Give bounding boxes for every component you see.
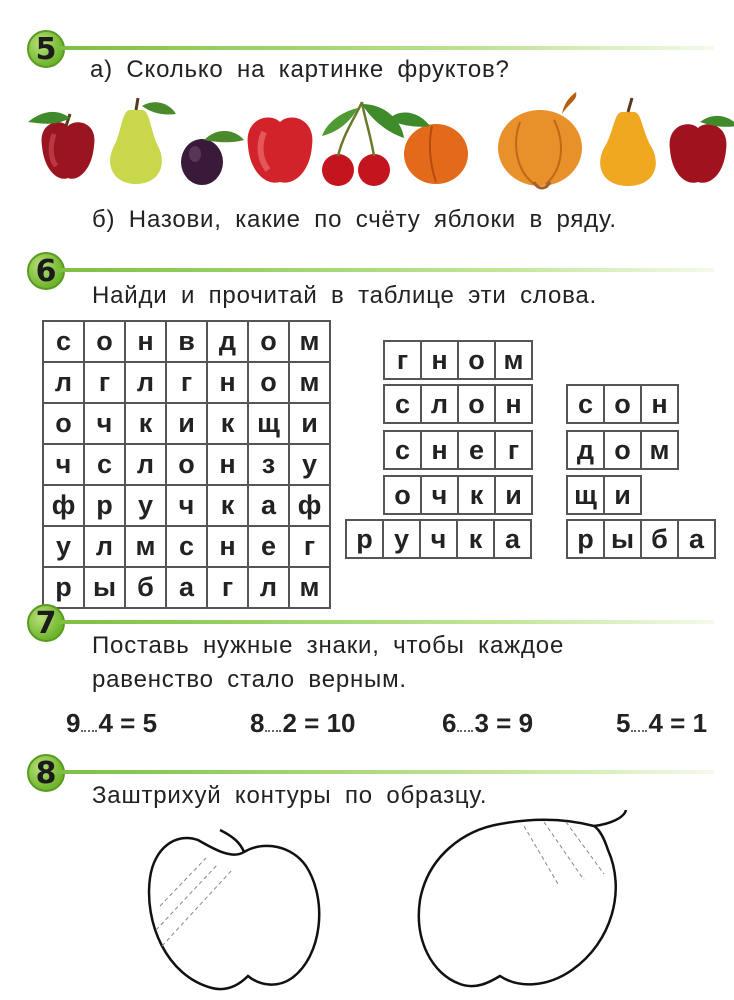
- grid-cell: з: [248, 444, 289, 485]
- word-letter: м: [640, 430, 679, 470]
- grid-cell: м: [125, 526, 166, 567]
- grid-cell: л: [43, 362, 84, 403]
- word-letter: ч: [420, 475, 459, 515]
- grid-cell: с: [166, 526, 207, 567]
- word-box-gnom: [383, 340, 533, 380]
- grid-cell: у: [289, 444, 330, 485]
- word-letter: о: [457, 384, 496, 424]
- word-letter: ч: [419, 519, 458, 559]
- grid-cell: р: [84, 485, 125, 526]
- pear-icon: [110, 98, 176, 184]
- grid-row: [43, 444, 330, 485]
- equation: [66, 708, 157, 739]
- grid-cell: а: [248, 485, 289, 526]
- grid-cell: к: [207, 485, 248, 526]
- word-box-sneg: [383, 430, 533, 470]
- grid-cell: к: [207, 403, 248, 444]
- grid-cell: с: [84, 444, 125, 485]
- grid-row: [43, 567, 330, 608]
- word-letter: и: [603, 475, 642, 515]
- equation-operand: 2: [282, 708, 297, 738]
- apple-icon: [670, 116, 734, 183]
- grid-cell: л: [84, 526, 125, 567]
- equation-result: = 1: [670, 708, 708, 738]
- grid-row: [43, 321, 330, 362]
- pear-icon: [600, 98, 656, 186]
- grid-cell: г: [289, 526, 330, 567]
- grid-cell: л: [125, 444, 166, 485]
- grid-cell: б: [125, 567, 166, 608]
- section-divider: [58, 46, 714, 50]
- word-letter: н: [420, 430, 459, 470]
- task7-instruction-line1: Поставь нужные знаки, чтобы каждое: [92, 632, 565, 659]
- word-letter: н: [420, 340, 459, 380]
- section-divider: [58, 268, 714, 272]
- equation-operand: 8: [250, 708, 265, 738]
- task8-instruction: Заштрихуй контуры по образцу.: [92, 782, 488, 809]
- grid-row: [43, 526, 330, 567]
- grid-cell: к: [125, 403, 166, 444]
- sign-blank[interactable]: [457, 730, 473, 732]
- pear-outline-icon[interactable]: [414, 810, 644, 990]
- grid-cell: и: [166, 403, 207, 444]
- equation: [616, 708, 707, 739]
- grid-cell: а: [166, 567, 207, 608]
- equation-operand: 9: [66, 708, 81, 738]
- grid-cell: л: [248, 567, 289, 608]
- word-letter: с: [566, 384, 605, 424]
- word-letter: р: [566, 519, 605, 559]
- word-letter: м: [494, 340, 533, 380]
- word-letter: с: [383, 384, 422, 424]
- section-divider: [58, 770, 714, 774]
- cherry-icon: [322, 102, 404, 186]
- word-letter: г: [383, 340, 422, 380]
- equation-operand: 6: [442, 708, 457, 738]
- word-box-shchi: [566, 475, 642, 515]
- grid-cell: г: [84, 362, 125, 403]
- grid-cell: е: [248, 526, 289, 567]
- word-letter: к: [456, 519, 495, 559]
- grid-cell: н: [125, 321, 166, 362]
- plum-icon: [181, 131, 244, 185]
- grid-cell: м: [289, 321, 330, 362]
- grid-cell: н: [207, 362, 248, 403]
- word-letter: к: [457, 475, 496, 515]
- grid-cell: г: [166, 362, 207, 403]
- grid-cell: ч: [43, 444, 84, 485]
- grid-cell: ч: [84, 403, 125, 444]
- grid-cell: о: [43, 403, 84, 444]
- question-a: а) Сколько на картинке фруктов?: [90, 56, 510, 83]
- word-letter: н: [494, 384, 533, 424]
- word-letter: б: [640, 519, 679, 559]
- grid-cell: г: [207, 567, 248, 608]
- grid-cell: р: [43, 567, 84, 608]
- grid-cell: у: [43, 526, 84, 567]
- task-number-badge: 7: [27, 604, 65, 642]
- word-box-son: [566, 384, 679, 424]
- task-number-badge: 6: [27, 252, 65, 290]
- grid-cell: ф: [43, 485, 84, 526]
- apple-outline-icon[interactable]: [136, 826, 336, 996]
- word-letter: у: [382, 519, 421, 559]
- section-divider: [58, 620, 714, 624]
- word-letter: а: [677, 519, 716, 559]
- equation-result: = 10: [304, 708, 356, 738]
- fruit-row: [0, 90, 734, 200]
- grid-cell: о: [248, 321, 289, 362]
- question-b: б) Назови, какие по счёту яблоки в ряду.: [92, 206, 617, 233]
- word-letter: е: [457, 430, 496, 470]
- task7-instruction-line2: равенство стало верным.: [92, 666, 407, 693]
- equation-result: = 5: [120, 708, 158, 738]
- word-letter: г: [494, 430, 533, 470]
- word-letter: н: [640, 384, 679, 424]
- word-box-slon: [383, 384, 533, 424]
- apple-icon: [28, 112, 94, 179]
- grid-row: [43, 485, 330, 526]
- equation: [250, 708, 356, 739]
- grid-cell: в: [166, 321, 207, 362]
- grid-cell: у: [125, 485, 166, 526]
- grid-cell: и: [289, 403, 330, 444]
- grid-cell: о: [166, 444, 207, 485]
- word-letter: д: [566, 430, 605, 470]
- grid-row: [43, 362, 330, 403]
- word-letter: о: [603, 384, 642, 424]
- equation-operand: 4: [648, 708, 663, 738]
- onion-icon: [498, 92, 582, 188]
- task-number-badge: 8: [27, 754, 65, 792]
- word-box-ruchka: [345, 519, 532, 559]
- grid-cell: с: [43, 321, 84, 362]
- grid-cell: л: [125, 362, 166, 403]
- word-letter: о: [457, 340, 496, 380]
- word-box-ochki: [383, 475, 533, 515]
- word-letter: л: [420, 384, 459, 424]
- grid-cell: ф: [289, 485, 330, 526]
- task-number-badge: 5: [27, 30, 65, 68]
- equation-operand: 4: [98, 708, 113, 738]
- grid-cell: ы: [84, 567, 125, 608]
- grid-cell: ч: [166, 485, 207, 526]
- grid-cell: о: [248, 362, 289, 403]
- peach-icon: [388, 112, 468, 184]
- word-letter: и: [494, 475, 533, 515]
- grid-cell: д: [207, 321, 248, 362]
- word-letter: о: [603, 430, 642, 470]
- sign-blank[interactable]: [81, 730, 97, 732]
- word-letter: а: [493, 519, 532, 559]
- task6-instruction: Найди и прочитай в таблице эти слова.: [92, 282, 598, 309]
- apple-icon: [248, 117, 313, 182]
- word-box-ryba: [566, 519, 716, 559]
- word-letter: с: [383, 430, 422, 470]
- grid-cell: о: [84, 321, 125, 362]
- word-letter: ы: [603, 519, 642, 559]
- equation-operand: 3: [474, 708, 489, 738]
- equation-result: = 9: [496, 708, 534, 738]
- grid-cell: м: [289, 567, 330, 608]
- grid-cell: щ: [248, 403, 289, 444]
- sign-blank[interactable]: [631, 730, 647, 732]
- word-letter: р: [345, 519, 384, 559]
- grid-row: [43, 403, 330, 444]
- sign-blank[interactable]: [265, 730, 281, 732]
- grid-cell: н: [207, 526, 248, 567]
- equation: [442, 708, 533, 739]
- word-box-dom: [566, 430, 679, 470]
- letter-grid: [42, 320, 331, 609]
- grid-cell: н: [207, 444, 248, 485]
- word-letter: о: [383, 475, 422, 515]
- equation-operand: 5: [616, 708, 631, 738]
- word-letter: щ: [566, 475, 605, 515]
- grid-cell: м: [289, 362, 330, 403]
